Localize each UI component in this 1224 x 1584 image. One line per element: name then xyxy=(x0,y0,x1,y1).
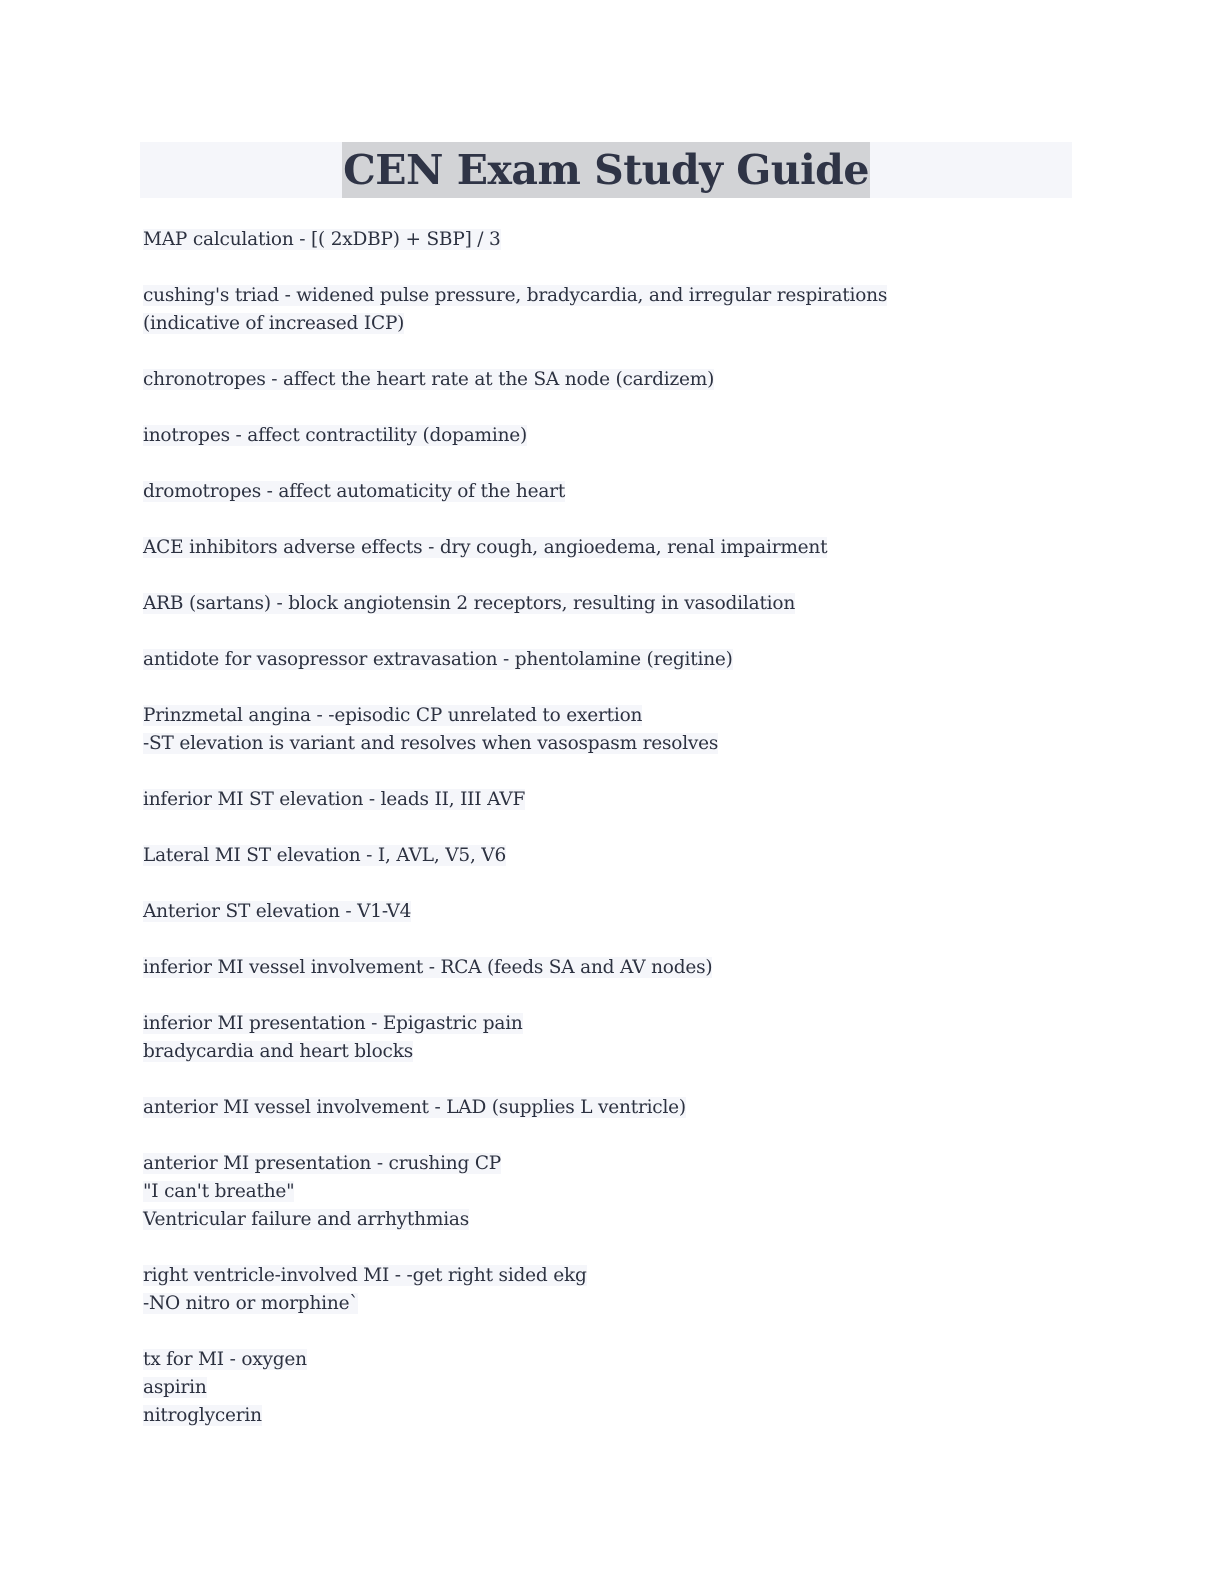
entry-line-text: nitroglycerin xyxy=(143,1405,262,1426)
entry-line-text: -NO nitro or morphine` xyxy=(143,1293,359,1314)
entry-line-text: ARB (sartans) - block angiotensin 2 receptors, resulting in vasodilation xyxy=(143,593,796,614)
entry-line-text: Lateral MI ST elevation - I, AVL, V5, V6 xyxy=(143,845,507,866)
entry-line xyxy=(143,1402,1072,1430)
flashcard-entry xyxy=(143,842,1072,870)
entry-line-text: (indicative of increased ICP) xyxy=(143,313,405,334)
entry-line xyxy=(143,730,1072,758)
entry-line xyxy=(143,478,1072,506)
flashcard-entry xyxy=(143,786,1072,814)
entry-line-text: "I can't breathe" xyxy=(143,1181,295,1202)
flashcard-entry xyxy=(143,282,1072,338)
flashcard-entry xyxy=(143,534,1072,562)
entry-line-text: bradycardia and heart blocks xyxy=(143,1041,413,1062)
entry-line xyxy=(143,898,1072,926)
flashcard-entry xyxy=(143,590,1072,618)
flashcard-entry xyxy=(143,478,1072,506)
entry-line-text: aspirin xyxy=(143,1377,207,1398)
document-page xyxy=(140,142,1072,1458)
entry-line-text: inferior MI vessel involvement - RCA (feeds SA and AV nodes) xyxy=(143,957,713,978)
entry-line xyxy=(143,534,1072,562)
entry-line xyxy=(143,842,1072,870)
entry-line-text: anterior MI presentation - crushing CP xyxy=(143,1153,502,1174)
flashcard-entry xyxy=(143,1346,1072,1430)
entry-line xyxy=(143,282,1072,310)
entry-line-text: cushing's triad - widened pulse pressure, bradycardia, and irregular respirations xyxy=(143,285,888,306)
entry-line xyxy=(143,310,1072,338)
title-band xyxy=(140,142,1072,198)
entry-line-text: MAP calculation - [( 2xDBP) + SBP] / 3 xyxy=(143,229,501,250)
entry-line xyxy=(143,1178,1072,1206)
entry-line-text: ACE inhibitors adverse effects - dry cough, angioedema, renal impairment xyxy=(143,537,828,558)
entry-line xyxy=(143,1038,1072,1066)
entry-line xyxy=(143,590,1072,618)
entry-line-text: Ventricular failure and arrhythmias xyxy=(143,1209,470,1230)
flashcard-entry xyxy=(143,954,1072,982)
entry-line-text: dromotropes - affect automaticity of the heart xyxy=(143,481,566,502)
flashcard-entry xyxy=(143,1150,1072,1234)
flashcard-entry xyxy=(143,422,1072,450)
entry-line xyxy=(143,1374,1072,1402)
entry-line xyxy=(143,1290,1072,1318)
entry-line-text: chronotropes - affect the heart rate at the SA node (cardizem) xyxy=(143,369,715,390)
entry-line xyxy=(143,954,1072,982)
document-title: CEN Exam Study Guide xyxy=(342,142,870,198)
flashcard-list xyxy=(140,226,1072,1430)
flashcard-entry xyxy=(143,1094,1072,1122)
entry-line xyxy=(143,702,1072,730)
entry-line-text: tx for MI - oxygen xyxy=(143,1349,307,1370)
flashcard-entry xyxy=(143,1010,1072,1066)
entry-line-text: inferior MI ST elevation - leads II, III AVF xyxy=(143,789,526,810)
entry-line xyxy=(143,1010,1072,1038)
entry-line-text: inotropes - affect contractility (dopamine) xyxy=(143,425,528,446)
flashcard-entry xyxy=(143,898,1072,926)
entry-line-text: Anterior ST elevation - V1-V4 xyxy=(143,901,412,922)
entry-line-text: right ventricle-involved MI - -get right sided ekg xyxy=(143,1265,587,1286)
entry-line xyxy=(143,1346,1072,1374)
entry-line xyxy=(143,1094,1072,1122)
entry-line-text: anterior MI vessel involvement - LAD (supplies L ventricle) xyxy=(143,1097,686,1118)
flashcard-entry xyxy=(143,1262,1072,1318)
flashcard-entry xyxy=(143,702,1072,758)
flashcard-entry xyxy=(143,366,1072,394)
flashcard-entry xyxy=(143,646,1072,674)
entry-line-text: antidote for vasopressor extravasation - phentolamine (regitine) xyxy=(143,649,733,670)
entry-line xyxy=(143,366,1072,394)
entry-line xyxy=(143,786,1072,814)
entry-line xyxy=(143,646,1072,674)
entry-line xyxy=(143,422,1072,450)
entry-line-text: inferior MI presentation - Epigastric pain xyxy=(143,1013,523,1034)
entry-line xyxy=(143,1150,1072,1178)
flashcard-entry xyxy=(143,226,1072,254)
entry-line xyxy=(143,226,1072,254)
entry-line-text: Prinzmetal angina - -episodic CP unrelated to exertion xyxy=(143,705,643,726)
entry-line xyxy=(143,1206,1072,1234)
entry-line-text: -ST elevation is variant and resolves when vasospasm resolves xyxy=(143,733,719,754)
entry-line xyxy=(143,1262,1072,1290)
